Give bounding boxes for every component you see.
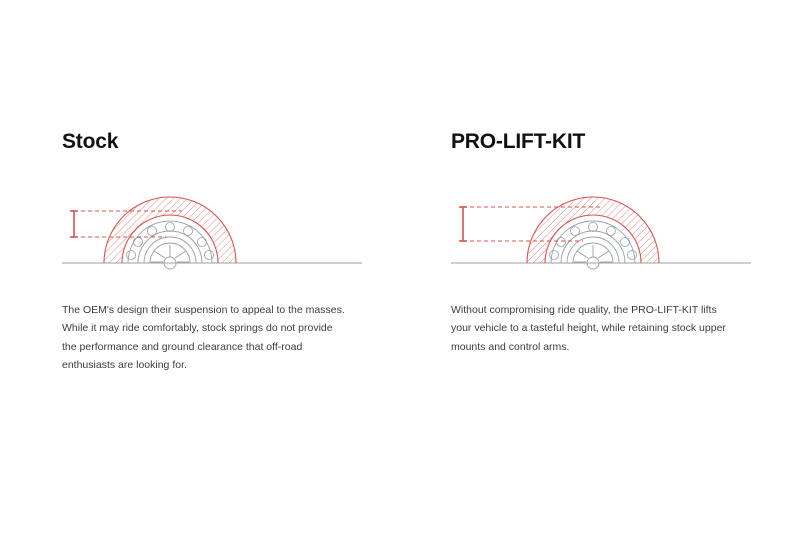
description-stock: The OEM's design their suspension to appeal to the masses. While it may ride comfortably, stock springs do not provide the performance and ground clearance that off-road enthusiasts are looking for. (62, 304, 345, 372)
fender-arch-hatched (92, 185, 252, 265)
fender-arch-hatched (515, 185, 675, 265)
page-title-pro-lift-kit: PRO-LIFT-KIT (451, 130, 586, 153)
wheel-fender-illustration-pro-lift-kit (451, 175, 751, 285)
wheel-rim (144, 237, 196, 269)
page-title-stock: Stock (62, 130, 119, 153)
panel-stock (62, 130, 362, 375)
panel-pro-lift-kit (451, 130, 751, 356)
wheel-fender-illustration-stock (62, 175, 362, 285)
description-pro-lift-kit: Without compromising ride quality, the PRO-LIFT-KIT lifts your vehicle to a tasteful height, while retaining stock upper mounts and control arms. (451, 304, 726, 353)
diagram-pro-lift-kit (451, 175, 751, 285)
diagram-stock (62, 175, 362, 285)
wheel-rim (567, 237, 619, 269)
